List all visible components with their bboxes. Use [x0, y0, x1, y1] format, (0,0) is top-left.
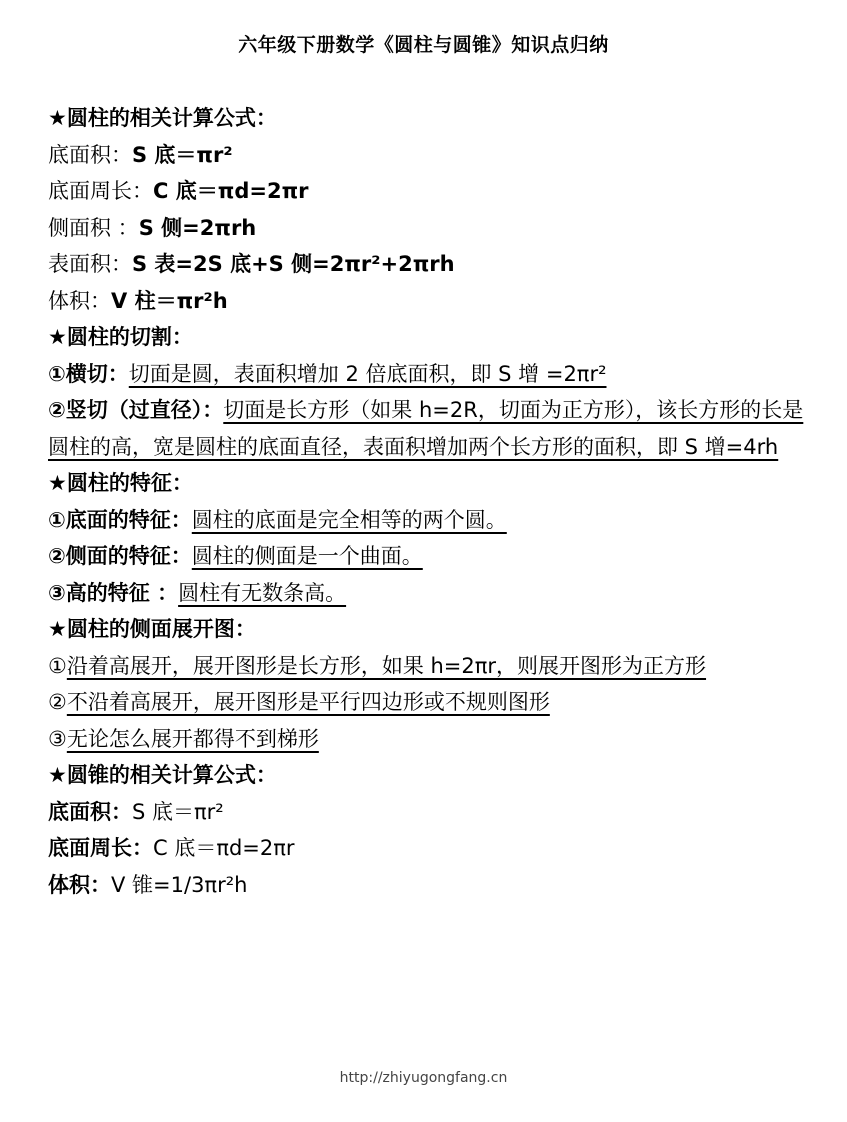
formula: V 柱＝πr²h: [111, 288, 228, 313]
document-body: [48, 100, 808, 903]
item-number: ②: [48, 690, 67, 714]
section-heading-cylinder-cutting: ★圆柱的切割：: [48, 325, 193, 349]
section-heading-cylinder-formulas: ★圆柱的相关计算公式：: [48, 106, 277, 130]
feature-description: 圆柱的底面是完全相等的两个圆。: [191, 507, 507, 532]
formula: S 底＝πr²: [132, 799, 224, 824]
formula: C 底＝πd=2πr: [153, 836, 295, 860]
feature-description: 圆柱的侧面是一个曲面。: [191, 544, 423, 568]
section-heading-cylinder-features: ★圆柱的特征：: [48, 471, 193, 495]
document-title: 六年级下册数学《圆柱与圆锥》知识点归纳: [238, 34, 609, 56]
formula: C 底＝πd=2πr: [153, 179, 309, 203]
formula: S 侧=2πrh: [138, 215, 257, 240]
formula: S 底＝πr²: [132, 142, 233, 167]
feature-label: ③高的特征 ：: [48, 580, 179, 605]
feature-description: 圆柱有无数条高。: [178, 580, 347, 605]
cut-label: ②竖切（过直径）：: [48, 398, 224, 422]
formula: V 锥=1/3πr²h: [111, 872, 248, 897]
section-heading-lateral-unfolding: ★圆柱的侧面展开图：: [48, 617, 256, 641]
unfold-description: 不沿着高展开，展开图形是平行四边形或不规则图形: [66, 690, 550, 714]
item-number: ①: [48, 653, 67, 678]
horizontal-cut-line: [48, 356, 808, 393]
cylinder-volume-line: [48, 283, 808, 320]
feature-label: ②侧面的特征：: [48, 544, 192, 568]
formula: S 表=2S 底+S 侧=2πr²+2πrh: [132, 252, 455, 276]
formula-label: 底面周长：: [48, 179, 153, 203]
formula-label: 体积：: [48, 872, 111, 897]
cone-volume-line: [48, 867, 808, 904]
cone-base-area-line: [48, 794, 808, 831]
cylinder-surface-area-line: [48, 246, 808, 283]
cone-base-circumference-line: [48, 830, 808, 867]
base-feature-line: [48, 502, 808, 539]
unfold-description: 沿着高展开，展开图形是长方形，如果 h=2πr，则展开图形为正方形: [66, 653, 707, 678]
formula-label: 表面积：: [48, 252, 132, 276]
item-number: ③: [48, 726, 67, 751]
cut-description: 切面是圆，表面积增加 2 倍底面积，即 S 增 =2πr²: [128, 361, 607, 386]
lateral-feature-line: [48, 538, 808, 575]
cylinder-lateral-area-line: [48, 210, 808, 247]
cylinder-base-area-line: [48, 137, 808, 174]
formula-label: 侧面积 ：: [48, 215, 139, 240]
formula-label: 底面积：: [48, 799, 132, 824]
formula-label: 底面积：: [48, 142, 132, 167]
unfold-item-2: [48, 684, 808, 721]
section-heading-cone-formulas: ★圆锥的相关计算公式：: [48, 763, 277, 787]
feature-label: ①底面的特征：: [48, 507, 192, 532]
unfold-item-1: [48, 648, 808, 685]
unfold-description: 无论怎么展开都得不到梯形: [66, 726, 319, 751]
vertical-cut-paragraph: [48, 392, 808, 465]
unfold-item-3: [48, 721, 808, 758]
formula-label: 体积：: [48, 288, 111, 313]
cut-description: 切面是长方形（如果 h=2R，切面为正方形），该长方形的长是圆柱的高，宽是圆柱的底面直径，表面积增加两个长方形的面积，即 S 增=4rh: [48, 398, 804, 459]
cut-label: ①横切：: [48, 361, 129, 386]
height-feature-line: [48, 575, 808, 612]
formula-label: 底面周长：: [48, 836, 153, 860]
footer-url: http://zhiyugongfang.cn: [339, 1070, 508, 1086]
cylinder-base-circumference-line: [48, 173, 808, 210]
